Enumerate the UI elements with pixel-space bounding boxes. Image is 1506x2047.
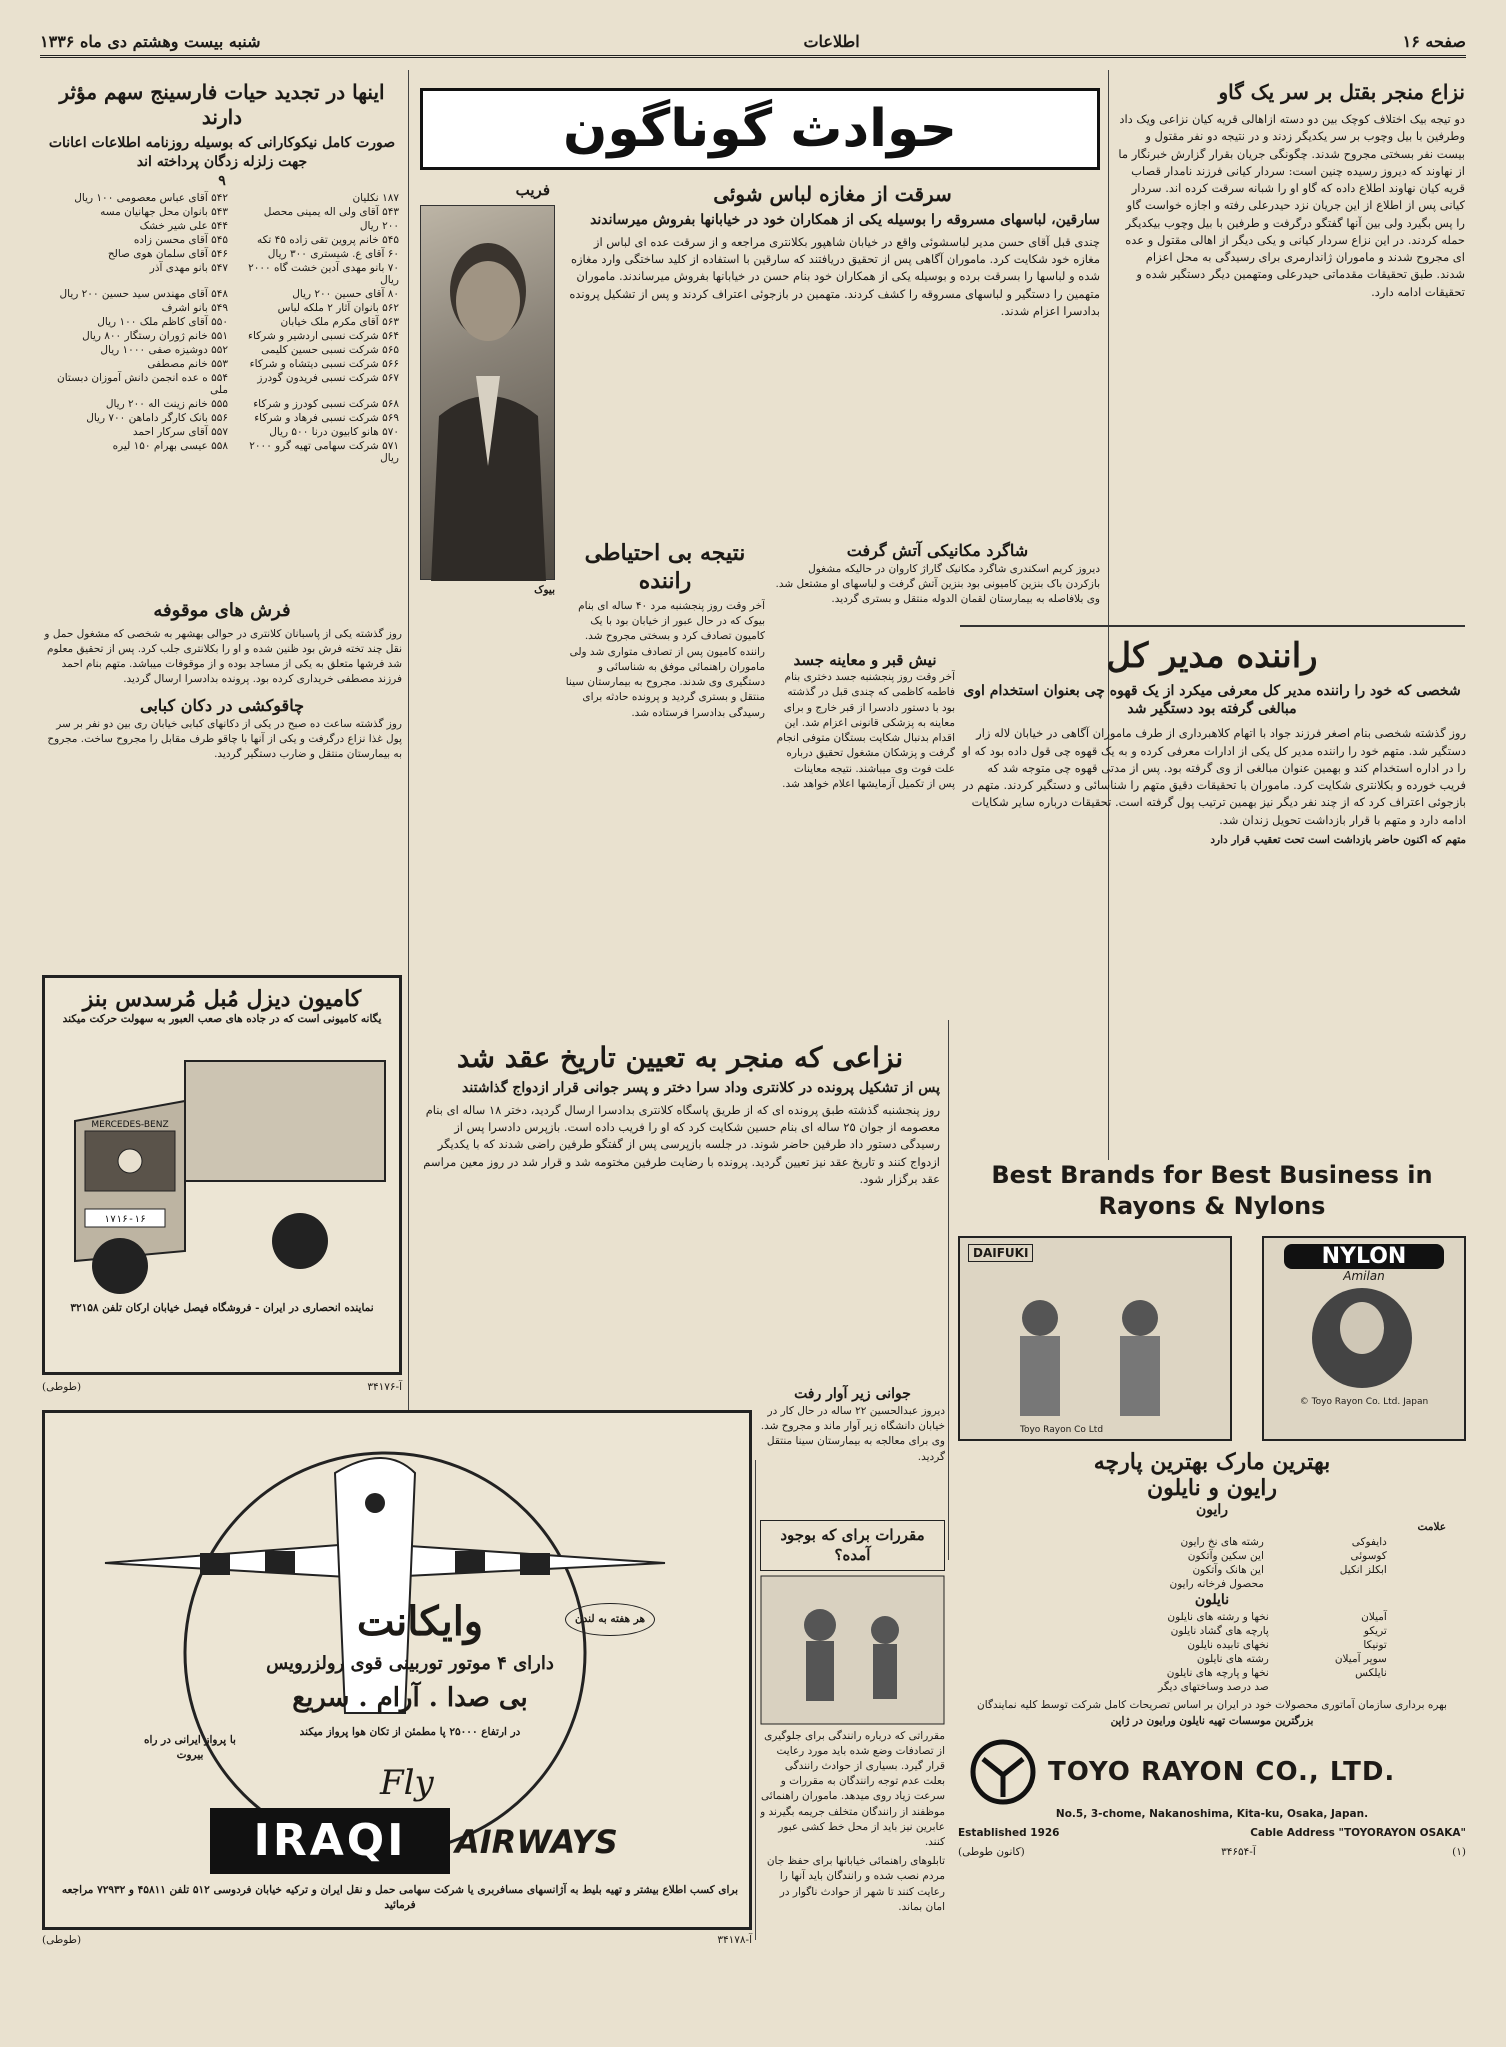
ad-headline: وایکانت (356, 1598, 484, 1645)
table-cell: ۵۴۳ بانوان محل جهانیان مسه (100, 205, 229, 218)
table-row (1034, 1680, 1390, 1694)
table-row (42, 205, 402, 219)
ad-code-line (42, 1933, 752, 1948)
article-title: راننده مدیر کل (1106, 636, 1318, 676)
nylon-table (1034, 1610, 1390, 1694)
table-cell: ۵۵۸ عیسی بهرام ۱۵۰ لیره (112, 439, 229, 452)
ad-mercedes-truck (42, 975, 402, 1375)
nylon-head: نایلون (1194, 1592, 1230, 1609)
divider (960, 625, 1465, 627)
table-cell: ۵۵۵ خانم زینت اله ۲۰۰ ریال (105, 397, 229, 410)
table-cell: ۵۶۵ شرکت نسبی حسین کلیمی (261, 343, 399, 356)
table-cell: ۵۴۳ آقای ولی اله یمینی محصل (263, 205, 399, 218)
company-name: TOYO RAYON CO., LTD. (1048, 1756, 1396, 1787)
nylon-sub: Amilan (1343, 1269, 1385, 1284)
truck-illustration-icon (45, 1031, 399, 1301)
ad-headline: Best Brands for Best Business in Rayons & Nylons (991, 1161, 1433, 1221)
suspect-photo (420, 205, 555, 580)
table-cell: ۵۶۷ شرکت نسبی فریدون گودرز (257, 371, 399, 384)
company-block (958, 1737, 1466, 1807)
article-subtitle: سارقین، لباسهای مسروقه را بوسیله یکی از همکاران خود در خیابانها بفروش میرساندند (590, 212, 1100, 228)
ad-code: آ-۳۴۱۷۶ (367, 1381, 402, 1393)
column-rule (755, 1460, 756, 1940)
article-fars-donations (42, 80, 402, 585)
table-row (42, 219, 402, 233)
ad-distribution-2: بزرگترین موسسات تهیه نایلون ورایون در ژاپن (1110, 1714, 1314, 1727)
ad-code-line (42, 1380, 402, 1395)
article-traffic-rules (760, 1520, 945, 1940)
table-row (42, 425, 402, 439)
table-cell: ۵۴۴ علی شیر خشک (139, 219, 229, 232)
ad-height: در ارتفاع ۲۵۰۰۰ پا مطمئن از تکان هوا پرواز میکند (299, 1726, 521, 1738)
ad-code-line (958, 1845, 1466, 1860)
table-cell: محصول فرخانه رایون (1169, 1578, 1264, 1591)
table-cell: ۵۵۱ خانم ژوران رستگار ۸۰۰ ریال (82, 329, 229, 342)
rayon-table (1034, 1535, 1390, 1591)
table-cell: ۵۷۰ هانو کابیون درنا ۵۰۰ ریال (269, 425, 399, 438)
table-row (1034, 1563, 1390, 1577)
table-cell: ۵۶۳ آقای مکرم ملک خیابان (280, 315, 399, 328)
established: Established 1926 (958, 1827, 1060, 1840)
section-banner (420, 88, 1100, 170)
table-row (42, 233, 402, 247)
article-body: آخر وقت روز پنجشنبه مرد ۴۰ ساله ای بنام بیوک که در حال عبور از خیابان بود با یک کامیون تصادف کرد و بسختی مجروح شد. راننده کامیون پس از تصادف متواری شد ولی ماموران راهنمائی موفق به شناسائی و دستگیری وی شدند. مجروح به بیمارستان سینا منتقل و بستری گردید و پرونده حادثه برای رسیدگی بدادسرا فرستاده شد. (565, 600, 765, 719)
article-title: اینها در تجدید حیات فارسینج سهم مؤثر دارند (59, 80, 385, 129)
person-portrait-icon (421, 206, 556, 581)
table-row (42, 397, 402, 411)
article-body-2: روز گذشته ساعت ده صبح در یکی از دکانهای کبابی خیابان ری بین دو نفر بر سر پول غذا نزاع درگرفت و یکی از آنها با چاقو طرف مقابل را مجروح ساخت. مجروح به بیمارستان منتقل و ضارب دستگیر گردید. (47, 717, 402, 761)
article-body: مقرراتی که درباره رانندگی برای جلوگیری از تصادفات وضع شده باید مورد رعایت قرار گیرد. بسیاری از حوادث رانندگی بعلت عدم توجه رانندگان به مقررات و سرعت زیاد روی میدهد. ماموران راهنمائی موظفند از رانندگان متخلف جریمه بگیرند و عابرین نیز باید از محل خط کشی عبور کنند. (760, 1729, 945, 1849)
table-cell: ۵۴۷ بانو مهدی آذر (149, 261, 229, 274)
article-rubble (760, 1385, 945, 1515)
table-cell: نخها و پارچه های نایلون (1166, 1667, 1269, 1680)
table-cell: ۵۶۴ شرکت نسبی اردشیر و شرکاء (248, 329, 399, 342)
company-address: No.5, 3-chome, Nakanoshima, Kita-ku, Osaka, Japan. (1055, 1807, 1369, 1820)
ad-agency: (طوطی) (42, 1934, 82, 1946)
daifuku-label-text: Toyo Rayon Co Ltd (1020, 1425, 1104, 1436)
table-row (1034, 1535, 1390, 1549)
ad-footer: برای کسب اطلاع بیشتر و تهیه بلیط به آژانسهای مسافربری یا شرکت سهامی حمل و نقل ایران و ترکیه خیابان فردوسی ۵۱۲ تلفن ۴۵۸۱۱ و ۷۲۹۳۲ مراجعه فرمائید (61, 1884, 739, 1912)
page-number: صفحه ۱۶ (1402, 32, 1466, 51)
table-cell: ۲۰۰ ریال (359, 219, 399, 232)
company-info-line (958, 1826, 1466, 1841)
daifuku-brand: DAIFUKI (968, 1244, 1033, 1262)
ad-airways: AIRWAYS (455, 1823, 618, 1861)
article-body: روز گذشته شخصی بنام اصغر فرزند جواد با اتهام کلاهبرداری از طرف ماموران آگاهی در خیابان لاله زار دستگیر شد. متهم خود را راننده مدیر کل یکی از ادارات معرفی کرده و به یک قهوه چی قول داده بود که او را در اداره استخدام کند و بهمین عنوان مبالغی از وی گرفته بود. پس از مدتی قهوه چی متوجه شد که فریب خورده و بکلانتری شکایت کرد. ماموران با تحقیقات دقیق متهم را شناسائی و دستگیر کردند. متهم در بازجوئی اعتراف کرد که از چند نفر دیگر نیز بهمین ترتیب پول گرفته است. تحقیقات درباره سایر شکایات ادامه دارد و متهم با قرار بازداشت تحویل زندان شد. (962, 726, 1466, 827)
table-cell: ۵۶۲ بانوان آثار ۲ ملکه لباس (277, 301, 399, 314)
table-row (1034, 1610, 1390, 1624)
table-cell: ۵۴۵ آقای محسن زاده (133, 233, 229, 246)
ad-tagline: یگانه کامیونی است که در جاده های صعب العبور به سهولت حرکت میکند (62, 1013, 382, 1025)
article-title: سرقت از مغازه لباس شوئی (713, 182, 952, 206)
table-cell: ۵۵۲ دوشیزه صفی ۱۰۰۰ ریال (100, 343, 229, 356)
newspaper-name: اطلاعات (803, 32, 860, 51)
table-cell: ابکلز انکیل (1339, 1564, 1387, 1577)
column-rule (408, 70, 409, 1470)
article-body: روز گذشته یکی از پاسبانان کلانتری در حوالی بهشهر به شخصی که مشغول حمل و نقل چند تخته فرش بود ظنین شده و او را بکلانتری جلب کرد. پس از تحقیق معلوم شد فرشها متعلق به یکی از مساجد بوده و از موقوفات میباشد. متهم بنام احمد فرزند مصطفی خریداری کرده بود. پرونده بدادسرا ارسال گردید. (44, 627, 402, 686)
page-mark: (۱) (1452, 1846, 1466, 1859)
article-laundry-theft (565, 182, 1100, 537)
table-row (1034, 1638, 1390, 1652)
page-date: شنبه بیست وهشتم دی ماه ۱۳۳۶ (40, 32, 261, 51)
traffic-cartoon-icon (760, 1575, 945, 1725)
article-body: دو تیجه بیک اختلاف کوچک بین دو دسته ازاهالی قریه کیان نزاعی ویک داد وطرفین با بیل وچوب بر سر یکدیگر زدند و در نتیجه دو نفر مقتول و بیست نفر بسختی مجروح شدند. چگونگی جریان بقرار گزارش خبرنگار ما از نهاوند که دیروز رسیده چنین است: سردار کیانی فرزند نامدار قصاب قریه کیان نهاوند اطلاع داده که گاو او را شبانه سرقت کرده اند. سردار کیانی پس از اطلاع از این جریان نزد حیدرعلی رفته و اجازه خواست گاو را پس بگیرد ولی بین آنها گفتگو درگرفت و طرفین با بیل وچوب بیکدیگر حمله کردند. در این نزاع سردار کیانی و یکی دیگر از اهالی مقتول و عده ای مجروح شدند و ماموران ژاندارمری برای رسیدگی به محل اعزام شدند. طبق تحقیقات مقدماتی حیدرعلی ومتهمین دیگر دستگیر شده و تحقیقات ادامه دارد. (1118, 112, 1465, 299)
ad-code: آ-۳۴۶۵۴ (1221, 1846, 1256, 1859)
table-cell: دایفوکی (1351, 1536, 1387, 1549)
article-subtitle: شخصی که خود را راننده مدیر کل معرفی میکرد از یک قهوه چی بعنوان استخدام اوی مبالغی گرفته بود دستگیر شد (963, 682, 1461, 718)
table-cell: ۵۵۷ آقای سرکار احمد (132, 425, 229, 438)
table-row (42, 261, 402, 287)
article-mechanic-fire (775, 540, 1100, 645)
table-cell: تریکو (1363, 1625, 1387, 1638)
table-row (1034, 1549, 1390, 1563)
table-cell: ۵۴۹ بانو اشرف (161, 301, 229, 314)
ad-iraqi-airways (42, 1410, 752, 1930)
table-row (42, 371, 402, 397)
table-cell (1267, 1577, 1390, 1591)
toyo-logo-icon (958, 1737, 1048, 1807)
table-row (42, 247, 402, 261)
table-cell: این هانک وآتکون (1192, 1564, 1264, 1577)
table-cell: ۵۶۶ شرکت نسبی دیتشاه و شرکاء (249, 357, 399, 370)
article-title-2: چاقوکشی در دکان کبابی (140, 696, 304, 716)
article-title: نزاع منجر بقتل بر سر یک گاو (1218, 80, 1465, 104)
article-body: دیروز کریم اسکندری شاگرد مکانیک گاراژ کاروان در حالیکه مشغول بازکردن باک بنزین کامیونی بود بنزین آتش گرفت و لباسهای او مشتعل شد. وی بلافاصله به بیمارستان لقمان الدوله منتقل و بستری گردید. (775, 562, 1100, 606)
nylon-bust-icon (1264, 1283, 1460, 1393)
table-row (42, 357, 402, 371)
table-cell (1272, 1680, 1390, 1694)
table-cell: تونیکا (1363, 1639, 1387, 1652)
ad-side-note: با پرواز ایرانی در راه بیروت (144, 1734, 236, 1762)
ad-footer: نماینده انحصاری در ایران - فروشگاه فیصل خیابان ارکان تلفن ۳۲۱۵۸ (70, 1302, 374, 1315)
rayon-head: رایون (1195, 1502, 1229, 1519)
daifuku-label (958, 1236, 1232, 1441)
table-row (42, 287, 402, 301)
ad-fly: Fly (380, 1763, 434, 1803)
table-cell: ۵۷۱ شرکت سهامی تهیه گرو ۲۰۰۰ ریال (249, 439, 399, 464)
ad-toyo-rayon (958, 1160, 1466, 1940)
table-row (42, 329, 402, 343)
table-row (42, 191, 402, 205)
article-exhumation (775, 650, 955, 1030)
nylon-label-text: © Toyo Rayon Co. Ltd. Japan (1299, 1397, 1429, 1408)
page-header (40, 28, 1466, 58)
cable-address: Cable Address "TOYORAYON OSAKA" (1250, 1827, 1466, 1840)
article-end: متهم که اکنون حاضر بازداشت است تحت تعقیب قرار دارد (1210, 833, 1466, 846)
ad-fa-title-1: بهترین مارک بهترین پارچه (1093, 1449, 1331, 1476)
table-cell: ۵۵۶ بانک کارگر داماهن ۷۰۰ ریال (86, 411, 229, 424)
table-cell: ۸۰ آقای حسین ۲۰۰ ریال (292, 287, 399, 300)
ad-badge: هر هفته به لندن (565, 1603, 655, 1636)
photo-caption-top: فریب (515, 181, 550, 199)
article-title: نتیجه بی احتیاطی راننده (584, 540, 746, 594)
table-cell: صد درصد وساختهای دیگر (1158, 1681, 1269, 1694)
ad-distribution: بهره برداری سازمان آماتوری محصولات خود در ایران بر اساس تصریحات کامل شرکت توسط کلیه نمایندگان (977, 1699, 1447, 1712)
table-cell: ۵۵۴ ه عده انجمن دانش آموزان دبستان ملی (57, 371, 229, 396)
table-cell: ۶۰ آقای ع. شیستری ۳۰۰ ریال (267, 247, 399, 260)
article-body: روز پنجشنبه گذشته طبق پرونده ای که از طریق پاسگاه کلانتری بدادسرا ارسال گردید، دختر ۱۸ ساله ای بنام معصومه از جوان ۲۵ ساله ای بنام حسین شکایت کرد که او را فریب داده است. بازپرس دادسرا پس از رسیدگی دستور داد طرفین حاضر شوند. در جلسه بازپرسی پس از گفتگو طرفین راضی شدند که با یکدیگر ازدواج کنند و تاریخ عقد نیز تعیین گردید. پرونده با رضایت طرفین مختومه شد و قرار شد در روز معین مراسم عقد برگزار شود. (423, 1102, 940, 1186)
table-cell: پارچه های گشاد نایلون (1170, 1625, 1269, 1638)
table-cell: رشته های نایلون (1196, 1653, 1269, 1666)
article-title: نزاعی که منجر به تعیین تاریخ عقد شد (456, 1041, 904, 1074)
nylon-label (1262, 1236, 1466, 1441)
donor-table (42, 191, 402, 465)
article-fake-chauffeur (958, 635, 1466, 1155)
table-cell: نخهای تابیده نایلون (1187, 1639, 1269, 1652)
table-cell: ۵۶۸ شرکت نسبی کودرز و شرکاء (253, 397, 399, 410)
article-driver-carelessness (565, 540, 765, 1060)
article-subtitle: صورت کامل نیکوکارانی که بوسیله روزنامه اطلاعات اعانات جهت زلزله زدگان پرداخته اند (48, 135, 396, 170)
ad-airline-logo: IRAQI (210, 1808, 450, 1874)
table-cell: ۵۴۲ آقای عباس معصومی ۱۰۰ ریال (74, 191, 229, 204)
nylon-brand: NYLON (1284, 1244, 1444, 1269)
column-rule (948, 1020, 949, 1560)
table-row (1034, 1666, 1390, 1680)
list-number: ۹ (218, 172, 226, 189)
marks-head: علامت (1417, 1521, 1446, 1534)
table-cell: ۵۵۰ آقای کاظم ملک ۱۰۰ ریال (97, 315, 229, 328)
table-row (1034, 1652, 1390, 1666)
table-cell: سوپر آمیلان (1334, 1653, 1387, 1666)
truck-brand: MERCEDES-BENZ (91, 1120, 169, 1131)
ad-agency: (کانون طوطی) (958, 1846, 1025, 1859)
article-title: جوانی زیر آوار رفت (794, 1386, 911, 1402)
table-cell: این سکین وآتکون (1187, 1550, 1264, 1563)
table-cell: کوسوئی (1350, 1550, 1387, 1563)
article-title: فرش های موقوفه (153, 600, 291, 621)
table-cell: نایلکس (1355, 1667, 1387, 1680)
article-title: شاگرد مکانیکی آتش گرفت (846, 541, 1029, 560)
article-title: مقررات برای که بوجود آمده؟ (760, 1520, 945, 1571)
table-row (42, 315, 402, 329)
ad-brand-images (958, 1236, 1466, 1441)
ad-tagline: دارای ۴ موتور توربینی قوی رولزرویس (266, 1653, 554, 1674)
ad-headline: کامیون دیزل مُبل مُرسدس بنز (82, 986, 362, 1012)
photo-caption-bottom: بیوک (534, 584, 555, 596)
article-endowed-carpets (42, 600, 402, 930)
ad-fa-title-2: رایون و نایلون (1146, 1475, 1278, 1502)
table-row (1034, 1577, 1390, 1591)
table-cell: رشته های نخ رایون (1180, 1536, 1264, 1549)
table-cell: ۵۴۸ آقای مهندس سید حسین ۲۰۰ ریال (59, 287, 229, 300)
table-row (42, 411, 402, 425)
table-row (42, 343, 402, 357)
table-cell: ۱۸۷ نکلیان (352, 191, 399, 204)
table-row (42, 439, 402, 465)
article-body: چندی قبل آقای حسن مدیر لباسشوئی واقع در خیابان شاهپور بکلانتری مراجعه و از سرقت عده ای لباس از مغازه خود شکایت کرد. ماموران آگاهی پس از تحقیق دریافتند که سارقین با استفاده از کلید ساختگی وارد مغازه شده و لباسها را بسرقت برده و بوسیله یکی از همکاران خود بنام حسن در خیابانها بفروش میرساندند. ماموران متهمین را دستگیر و لباسهای مسروقه را کشف کردند. متهمین در بازجوئی اعتراف کردند و پس از تشکیل پرونده بدادسرا اعزام شدند. (569, 234, 1100, 318)
daifuku-figures-icon (960, 1238, 1226, 1438)
ad-code: آ-۳۴۱۷۸ (717, 1934, 752, 1946)
table-cell: ۵۶۹ شرکت نسبی فرهاد و شرکاء (254, 411, 399, 424)
table-cell: ۷۰ بانو مهدی آدین خشت گاه ۲۰۰۰ ریال (248, 261, 399, 286)
article-body-2: تابلوهای راهنمائی خیابانها برای حفظ جان مردم نصب شده و رانندگان باید آنها را رعایت کنند تا شهر از حوادث ناگوار در امان بماند. (766, 1855, 945, 1913)
table-cell: نخها و رشته های نایلون (1167, 1611, 1269, 1624)
table-cell: ۵۴۶ آقای سلمان هوی صالح (107, 247, 229, 260)
article-body: دیروز عبدالحسین ۲۲ ساله در حال کار در خیابان دانشگاه زیر آوار ماند و مجروح شد. وی برای معالجه به بیمارستان سینا منتقل گردید. (760, 1404, 945, 1463)
table-cell: ۵۴۵ خانم پروین تقی زاده ۴۵ تکه (256, 233, 399, 246)
table-row (42, 301, 402, 315)
article-cow-quarrel (1115, 80, 1465, 640)
license-plate: ۱۷۱۶-۱۶ (103, 1214, 147, 1226)
ad-agency: (طوطی) (42, 1381, 82, 1393)
article-title: نیش قبر و معاینه جسد (793, 651, 937, 669)
table-row (1034, 1624, 1390, 1638)
article-body: آخر وقت روز پنجشنبه جسد دختری بنام فاطمه کاظمی که چندی قبل در گذشته بود با دستور دادسرا از قبر خارج و برای معاینه به پزشکی قانونی اعزام شد. این اقدام بدنبال شکایت بستگان متوفی انجام گرفت و پزشکان مشغول تحقیق درباره علت فوت وی میباشند. نتیجه معاینات پس از تکمیل آزمایشها اعلام خواهد شد. (776, 671, 955, 790)
ad-features: بی صدا . آرام . سریع (292, 1683, 528, 1713)
table-cell: ۵۵۳ خانم مصطفی (147, 357, 229, 370)
table-cell: آمیلان (1361, 1611, 1387, 1624)
banner-title: حوادث گوناگون (562, 99, 958, 159)
article-subtitle: پس از تشکیل پرونده در کلانتری وداد سرا دختر و پسر جوانی قرار ازدواج گذاشتند (462, 1080, 940, 1096)
